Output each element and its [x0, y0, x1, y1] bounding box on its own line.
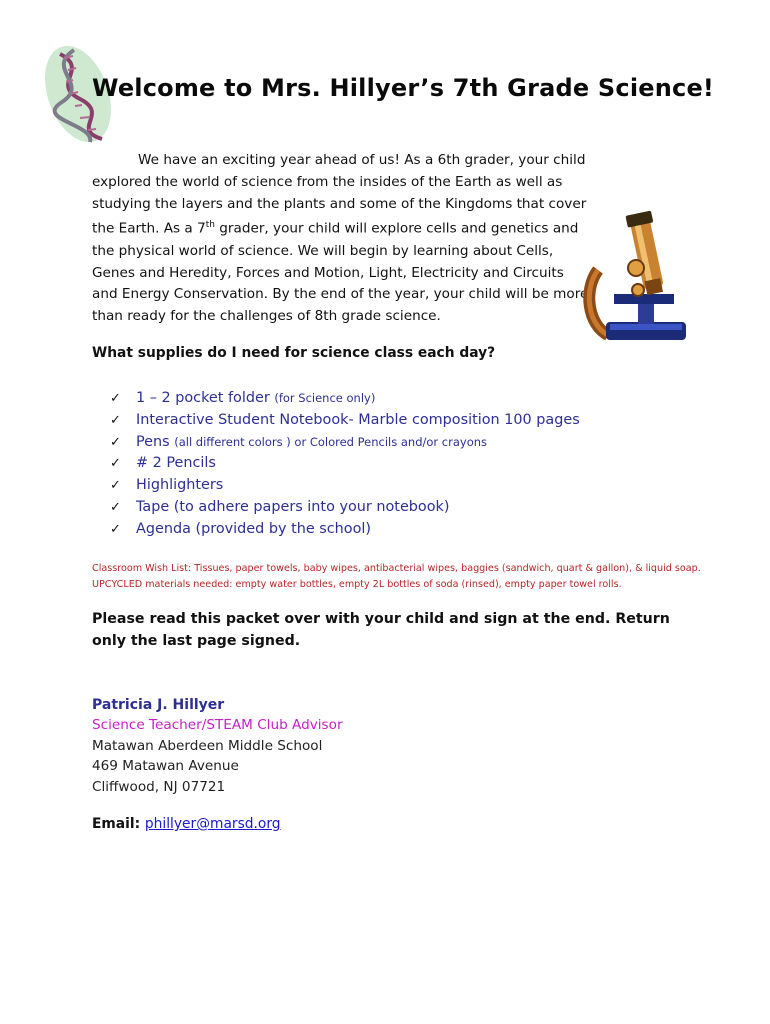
check-icon: ✓ — [110, 499, 121, 515]
intro-text-2: grader, your child will explore cells and genetics and the physical world of science. We will begin by learning about Cells, Genes and Heredity, Forces and Motion, Light, Electricity and Circuits and Energy Conservation. By the end of the year, your child will be more than ready for the challenges of 8th grade science. — [92, 220, 589, 325]
check-icon: ✓ — [110, 391, 121, 406]
check-icon: ✓ — [110, 521, 121, 537]
supply-item: ✓ Pens (all different colors ) or Colored Pencils and/or crayons — [110, 432, 580, 454]
signature-block — [92, 695, 343, 797]
superscript-th: th — [205, 220, 215, 231]
supply-item: ✓ Agenda (provided by the school) — [110, 519, 580, 541]
supply-item: ✓ Highlighters — [110, 475, 580, 497]
check-icon: ✓ — [110, 412, 121, 428]
teacher-role: Science Teacher/STEAM Club Advisor — [92, 717, 343, 734]
teacher-name: Patricia J. Hillyer — [92, 697, 225, 713]
check-icon: ✓ — [110, 434, 121, 450]
page-title: Welcome to Mrs. Hillyer’s 7th Grade Science! — [92, 74, 715, 102]
wish-list — [92, 561, 701, 593]
supply-item: ✓ Interactive Student Notebook- Marble composition 100 pages — [110, 410, 580, 432]
city-address: Cliffwood, NJ 07721 — [92, 778, 226, 795]
check-icon: ✓ — [110, 456, 121, 472]
supplies-heading: What supplies do I need for science class each day? — [92, 345, 496, 361]
school-name: Matawan Aberdeen Middle School — [92, 737, 323, 754]
supply-item: ✓ Tape (to adhere papers into your notebook) — [110, 497, 580, 519]
supplies-list — [110, 388, 580, 541]
microscope-icon — [578, 210, 688, 350]
check-icon: ✓ — [110, 478, 121, 494]
return-instructions: Please read this packet over with your child and sign at the end. Return only the last page signed. — [92, 611, 670, 649]
supply-item: ✓ 1 – 2 pocket folder (for Science only) — [110, 388, 580, 410]
upcycled-line: UPCYCLED materials needed: empty water bottles, empty 2L bottles of soda (rinsed), empty paper towel rolls. — [92, 579, 622, 590]
email-line — [92, 816, 281, 832]
intro-text-1: We have an exciting year ahead of us! As a 6th grader, your child explored the world of science from the insides of the Earth as well as studying the layers and the plants and some of the Kingdoms that cover the Earth. As a 7 — [92, 152, 587, 237]
supply-item: ✓ # 2 Pencils — [110, 453, 580, 475]
email-label: Email: — [92, 816, 145, 832]
wish-list-line: Classroom Wish List: Tissues, paper towels, baby wipes, antibacterial wipes, baggies (sandwich, quart & gallon), & liquid soap. — [92, 563, 701, 574]
email-link[interactable]: phillyer@marsd.org — [144, 816, 281, 832]
street-address: 469 Matawan Avenue — [92, 758, 239, 775]
